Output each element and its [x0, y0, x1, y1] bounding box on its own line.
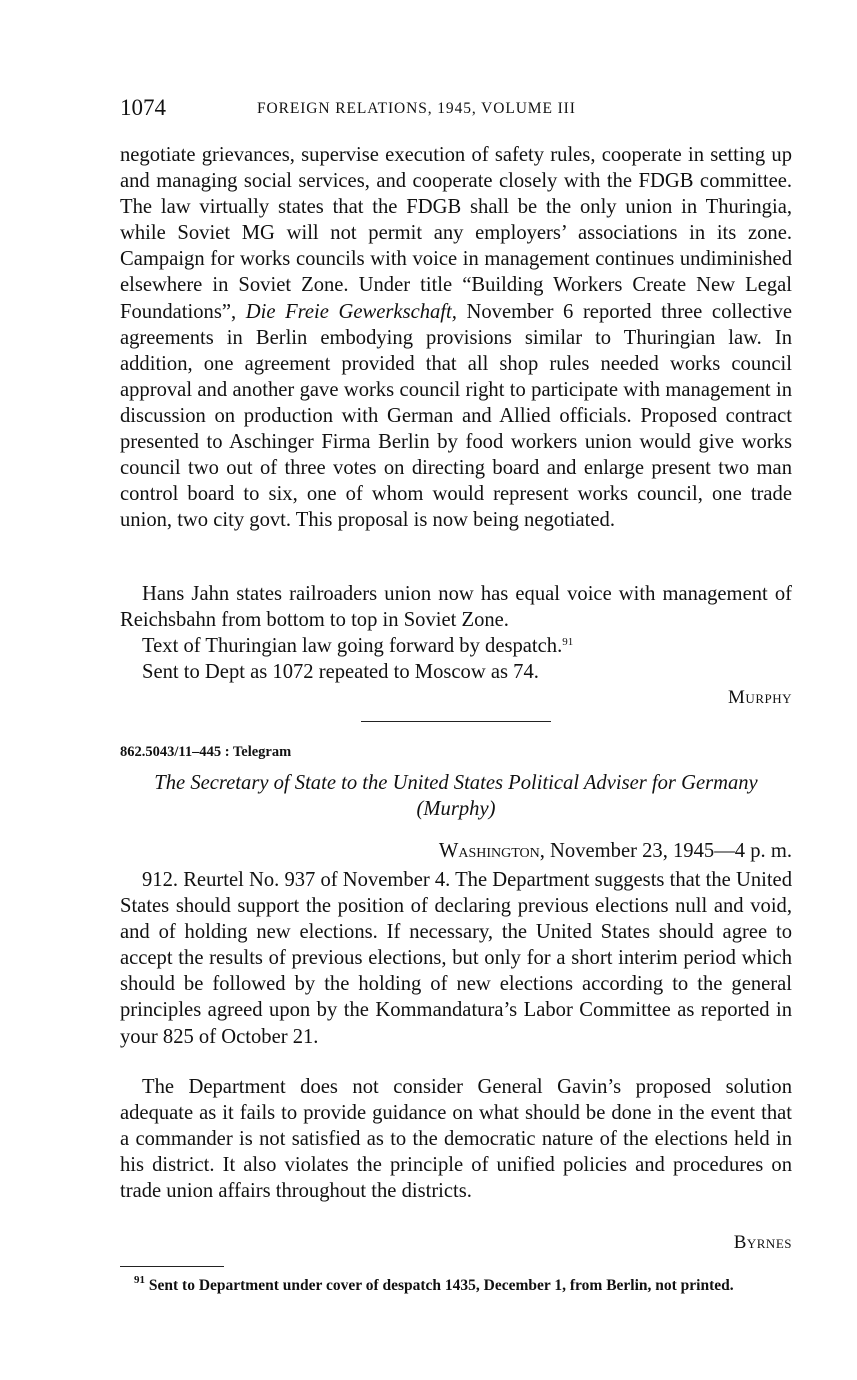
doc1-paragraph-1: negotiate grievances, supervise execution of safety rules, cooperate in setting up and managing social services, and cooperate closely with the FDGB committee. The law virtually states that the FDGB shall be the only union in Thuringia, while Soviet MG will not permit any employers’ associations in its zone. Campaign for works councils with voice in management continues undiminished elsewhere in Soviet Zone. Under title “Building Workers Create New Legal Foundations”, Die Freie Gewerkschaft, November 6 reported three collective agreements in Berlin embodying provisions similar to Thuringian law. In addition, one agreement provided that all shop rules needed works council approval and another gave works council right to participate with management in discussion on production with German and Allied officials. Proposed contract presented to Aschinger Firma Berlin by food workers union would give works council two out of three votes on directing board and enlarge present two man control board to six, one of whom would represent works council, one trade union, two city govt. This proposal is now being negotiated. [120, 144, 792, 532]
running-title: FOREIGN RELATIONS, 1945, VOLUME III [257, 100, 576, 117]
doc1-paragraph-2: Hans Jahn states railroaders union now has equal voice with management of Reichsbahn from bottom to top in Soviet Zone. [120, 583, 792, 632]
page-number: 1074 [120, 95, 166, 120]
doc2-paragraph-1: 912. Reurtel No. 937 of November 4. The Department suggests that the United States should support the position of declaring previous elections null and void, and of holding new elections. If necessary, the United States should agree to accept the results of previous elections, but only for a short interim period which should be followed by the holding of new elections according to the general principles agreed upon by the Kommandatura’s Labor Committee as reported in your 825 of October 21. [120, 869, 792, 1048]
footnote: $^{91}$ Sent to Department under cover of despatch 1435, December 1, from Berlin, not printed. [134, 1274, 734, 1294]
footnote-ref: 91 [562, 636, 574, 648]
doc2-paragraph-2: The Department does not consider General Gavin’s proposed solution adequate as it fails to provide guidance on what should be done in the event that a commander is not satisfied as to the democratic nature of the elections held in his district. It also violates the principle of unified policies and procedures on trade union affairs throughout the districts. [120, 1076, 792, 1203]
footnote-marker: 91 [134, 1274, 145, 1286]
footnote-divider [120, 1266, 224, 1267]
document-title: The Secretary of State to the United States Political Adviser for Germany (Murphy) [154, 772, 758, 820]
doc1-paragraph-4: Sent to Dept as 1072 repeated to Moscow as 74. [142, 661, 539, 683]
page-header [120, 95, 792, 129]
document-file-id: 862.5043/11–445 : Telegram [120, 744, 292, 760]
signature-murphy: Murphy [728, 687, 792, 708]
dateline: Washington, November 23, 1945—4 p. m. [438, 840, 792, 862]
newspaper-title: Die Freie Gewerkschaft, [245, 300, 457, 323]
section-divider [361, 721, 551, 722]
doc1-paragraph-3: Text of Thuringian law going forward by despatch.$^{91}$ [142, 635, 574, 657]
signature-byrnes: Byrnes [733, 1232, 792, 1253]
